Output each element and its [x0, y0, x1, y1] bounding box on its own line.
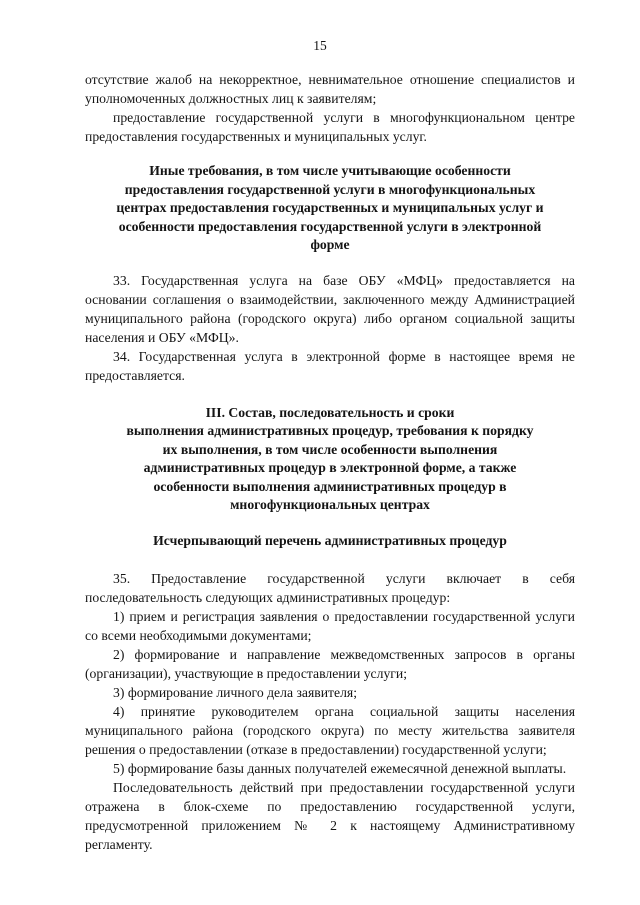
list-item-5: 5) формирование базы данных получателей ежемесячной денежной выплаты.: [113, 761, 567, 776]
paragraph-35: 35. Предоставление государственной услуги включает в себя последовательность следующих административных процедур:: [85, 571, 575, 605]
paragraph-34: 34. Государственная услуга в электронной форме в настоящее время не предоставляется.: [85, 348, 575, 383]
heading-line: многофункциональных центрах: [230, 497, 430, 512]
paragraph-complaints: отсутствие жалоб на некорректное, невнимательное отношение специалистов и уполномоченных должностных лиц к заявителям;: [85, 72, 575, 106]
heading-line: форме: [310, 237, 350, 252]
heading-line: особенности предоставления государственной услуги в электронной: [118, 218, 542, 234]
list-item-4: 4) принятие руководителем органа социальной защиты населения муниципального района (городского округа) по месту жительства заявителя решения о предоставлении (отказе в предоставлении) государственной услуги;: [85, 704, 575, 757]
list-item-1: 1) прием и регистрация заявления о предоставлении государственной услуги со всеми необходимыми документами;: [85, 609, 575, 643]
heading-line: III. Состав, последовательность и сроки: [205, 404, 455, 420]
heading-line: предоставления государственной услуги в многофункциональных: [124, 181, 536, 197]
heading-line: особенности выполнения административных процедур в: [153, 478, 507, 494]
heading-line: Иные требования, в том числе учитывающие особенности: [149, 163, 511, 178]
paragraph-mfc-provision: предоставление государственной услуги в многофункциональном центре предоставления государственных и муниципальных услуг.: [85, 110, 575, 144]
heading-other-requirements: [85, 162, 575, 255]
page-content: [85, 70, 575, 854]
list-item-3: 3) формирование личного дела заявителя;: [113, 685, 358, 700]
page-number: 15: [313, 38, 327, 53]
heading-section-3: [85, 404, 575, 515]
heading-line: выполнения административных процедур, требования к порядку: [126, 423, 534, 438]
heading-procedures-list: Исчерпывающий перечень административных процедур: [153, 532, 507, 548]
heading-line: административных процедур в электронной форме, а также: [143, 460, 517, 475]
paragraph-sequence: Последовательность действий при предоставлении государственной услуги отражена в блок-схеме по предоставлению государственной услуги, предусмотренной приложением № 2 к настоящему Административному регламенту.: [85, 780, 575, 852]
paragraph-33: 33. Государственная услуга на базе ОБУ «МФЦ» предоставляется на основании соглашения о взаимодействии, заключенного между Администрацией муниципального района (городского округа) либо органом социальной защиты населения и ОБУ «МФЦ».: [85, 272, 575, 345]
list-item-2: 2) формирование и направление межведомственных запросов в органы (организации), участвующие в предоставлении услуги;: [85, 647, 575, 681]
heading-line: центрах предоставления государственных и муниципальных услуг и: [116, 200, 544, 215]
heading-line: их выполнения, в том числе особенности выполнения: [162, 441, 498, 457]
